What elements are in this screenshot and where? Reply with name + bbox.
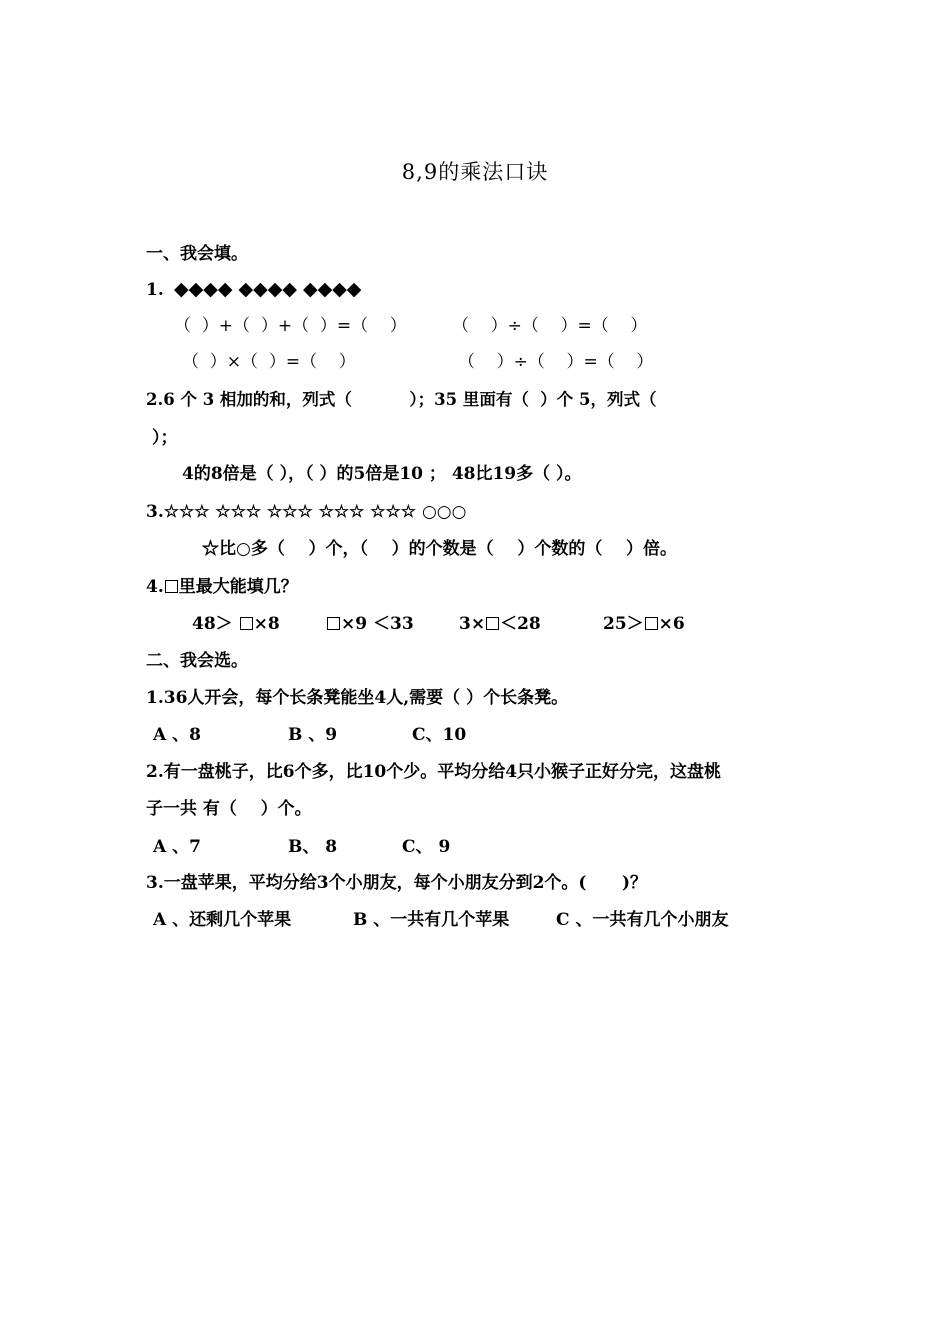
- q1-row1-left: （ ）+（ ）+（ ）=（ ）: [174, 316, 407, 336]
- q1-row2-left: （ ）×（ ）=（ ）: [182, 352, 356, 372]
- q4-expr-1: 48＞ ×8: [192, 614, 280, 634]
- s2-q3-text: 3.一盘苹果，平均分给3个小朋友，每个小朋友分到2个。( )？: [146, 873, 648, 893]
- page-title: 8,9的乘法口诀: [401, 160, 549, 184]
- s2-q1-option-b: B 、9: [288, 725, 338, 745]
- s2-q2-option-a: A 、7: [153, 837, 201, 857]
- section2-heading: 二、我会选。: [146, 651, 248, 671]
- q1-row2-right: （ ）÷（ ）=（ ）: [458, 352, 654, 372]
- q4-expr-2: ×9 ＜33: [326, 614, 414, 634]
- q1-diamonds: ◆◆◆◆ ◆◆◆◆ ◆◆◆◆: [174, 278, 362, 300]
- s2-q2-line1: 2.有一盘桃子，比6个多，比10个少。平均分给4只小猴子正好分完，这盘桃: [146, 762, 722, 782]
- box-icon: [486, 617, 499, 630]
- s2-q3-option-c: C 、一共有几个小朋友: [556, 910, 729, 930]
- q3-stars: 3.☆☆☆ ☆☆☆ ☆☆☆ ☆☆☆ ☆☆☆ ○○○: [146, 502, 467, 522]
- s2-q1-option-a: A 、8: [153, 725, 201, 745]
- q3-line: ☆比○多（ ）个，（ ）的个数是（ ）个数的（ ）倍。: [202, 539, 678, 559]
- s2-q3-option-b: B 、一共有几个苹果: [353, 910, 510, 930]
- q2-line3: 4的8倍是（ ），（ ）的5倍是10 ； 48比19多（ ）。: [182, 464, 582, 484]
- section1-heading: 一、我会填。: [146, 244, 248, 264]
- box-icon: [165, 580, 178, 593]
- q2-line1: 2.6 个 3 相加的和，列式（ ）；35 里面有（ ）个 5，列式（: [146, 390, 657, 409]
- q1-label: 1.: [146, 280, 164, 300]
- box-icon: [645, 617, 658, 630]
- s2-q2-option-b: B、 8: [288, 837, 338, 857]
- s2-q2-option-c: C、 9: [402, 837, 451, 857]
- q2-line2: ）；: [152, 428, 178, 448]
- q4-expr-4: 25＞ ×6: [603, 614, 685, 634]
- q4-expr-3: 3× ＜28: [459, 614, 541, 634]
- q1-row1-right: （ ）÷（ ）=（ ）: [452, 316, 648, 336]
- s2-q2-line2: 子一共 有（ ）个。: [146, 799, 312, 819]
- s2-q3-option-a: A 、还剩几个苹果: [153, 910, 292, 930]
- q4-prompt: 4. 里最大能填几？: [146, 577, 298, 597]
- box-icon: [327, 617, 340, 630]
- s2-q1-text: 1.36人开会，每个长条凳能坐4人,需要（ ）个长条凳。: [146, 688, 569, 708]
- s2-q1-option-c: C、10: [412, 725, 467, 745]
- box-icon: [240, 617, 253, 630]
